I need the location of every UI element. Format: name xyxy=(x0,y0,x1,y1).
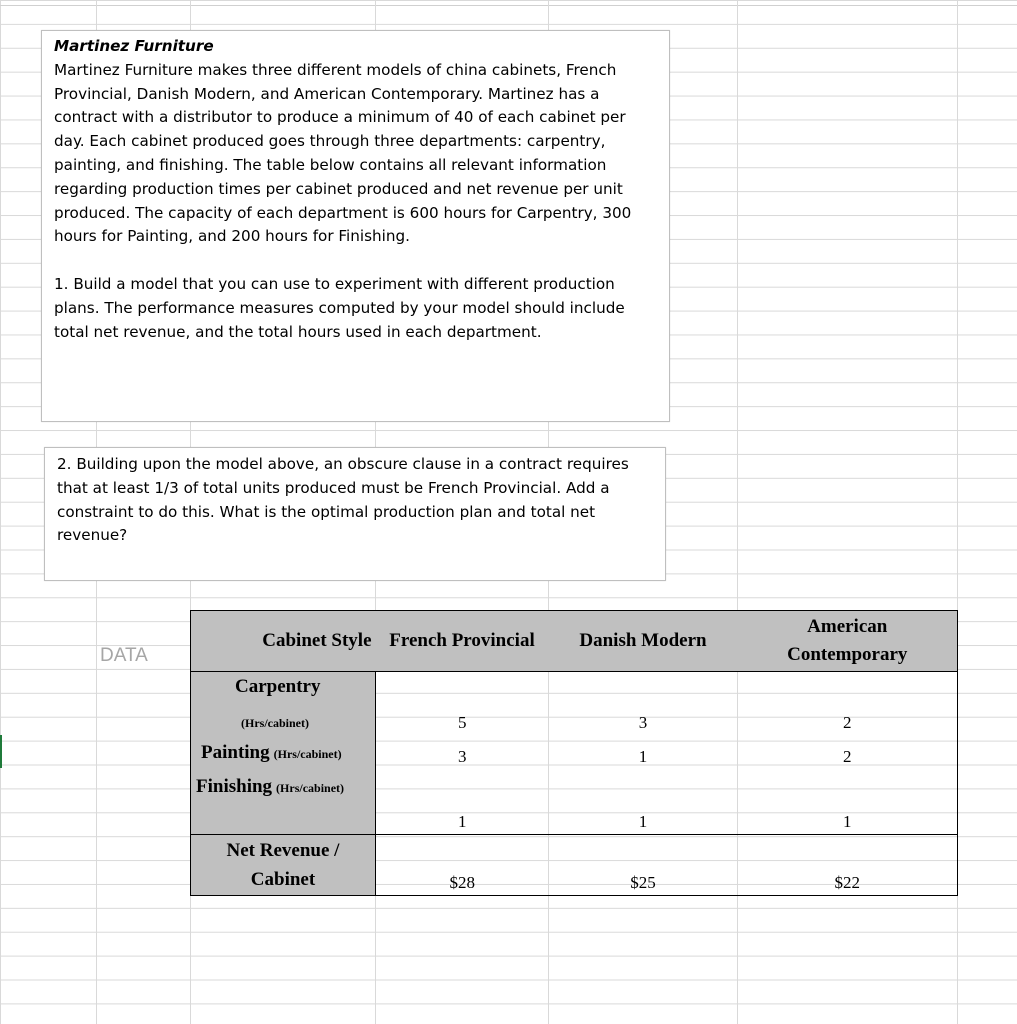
finishing-label: Finishing xyxy=(196,776,273,797)
table-header-row xyxy=(191,611,958,672)
danish-modern-hours-cell[interactable] xyxy=(549,672,738,835)
ac-finishing-value: 1 xyxy=(843,812,852,831)
question-1: 1. Build a model that you can use to experiment with different production plans. The performance measures computed by your model should include total net revenue, and the total hours used in each department. xyxy=(54,275,625,341)
fp-carpentry-value: 5 xyxy=(458,713,467,732)
dm-finishing-value: 1 xyxy=(638,812,648,831)
ac-net-revenue-value[interactable]: $22 xyxy=(738,835,958,896)
data-cell-label[interactable]: DATA xyxy=(100,645,148,666)
finishing-unit: (Hrs/cabinet) xyxy=(276,781,345,795)
fp-net-revenue-value[interactable]: $28 xyxy=(376,835,549,896)
header-french-provincial[interactable]: French Provincial xyxy=(376,611,549,672)
ac-carpentry-value: 2 xyxy=(843,713,852,732)
question-2: 2. Building upon the model above, an obscure clause in a contract requires that at least 1/3 of total units produced must be French Provincial. Add a constraint to do this. What is the optimal production plan and total net revenue? xyxy=(57,455,629,545)
dm-net-revenue-value[interactable]: $25 xyxy=(549,835,738,896)
french-provincial-hours-cell[interactable] xyxy=(376,672,549,835)
header-cabinet-style[interactable]: Cabinet Style xyxy=(191,611,376,672)
data-table xyxy=(190,610,958,896)
header-danish-modern[interactable]: Danish Modern xyxy=(549,611,738,672)
fp-painting-value: 3 xyxy=(458,747,467,766)
carpentry-label: Carpentry xyxy=(235,676,321,697)
question-2-textbox[interactable] xyxy=(44,447,666,581)
dm-carpentry-value: 3 xyxy=(638,713,648,732)
ac-painting-value: 2 xyxy=(843,747,852,766)
net-revenue-label-line1: Net Revenue / xyxy=(226,840,340,861)
textbox-title: Martinez Furniture xyxy=(54,37,214,55)
painting-unit: (Hrs/cabinet) xyxy=(273,747,342,761)
american-contemporary-hours-cell[interactable] xyxy=(738,672,958,835)
net-revenue-label-line2: Cabinet xyxy=(250,869,316,890)
problem-body: Martinez Furniture makes three different models of china cabinets, French Provincial, Danish Modern, and American Contemporary. Martinez has a contract with a distributor to produce a minimum of 40 of each cabinet per day. Each cabinet produced goes through three departments: carpentry, painting, and finishing. The table below contains all relevant information regarding production times per cabinet produced and net revenue per unit produced. The capacity of each department is 600 hours for Carpentry, 300 hours for Painting, and 200 hours for Finishing. xyxy=(54,60,632,246)
hours-block-row xyxy=(191,672,958,835)
net-revenue-row xyxy=(191,835,958,896)
carpentry-unit: (Hrs/cabinet) xyxy=(241,716,309,730)
net-revenue-label-cell[interactable] xyxy=(191,835,376,896)
painting-label: Painting xyxy=(201,742,270,763)
dm-painting-value: 1 xyxy=(638,747,648,766)
problem-description-textbox[interactable] xyxy=(41,30,670,422)
fp-finishing-value: 1 xyxy=(458,812,467,831)
header-american-line2: Contemporary xyxy=(787,644,908,665)
row-selection-indicator xyxy=(0,735,2,768)
header-american-line1: American xyxy=(807,616,888,637)
header-american-contemporary[interactable] xyxy=(738,611,958,672)
grid-top-line xyxy=(0,5,1017,6)
hours-labels-cell[interactable] xyxy=(191,672,376,835)
